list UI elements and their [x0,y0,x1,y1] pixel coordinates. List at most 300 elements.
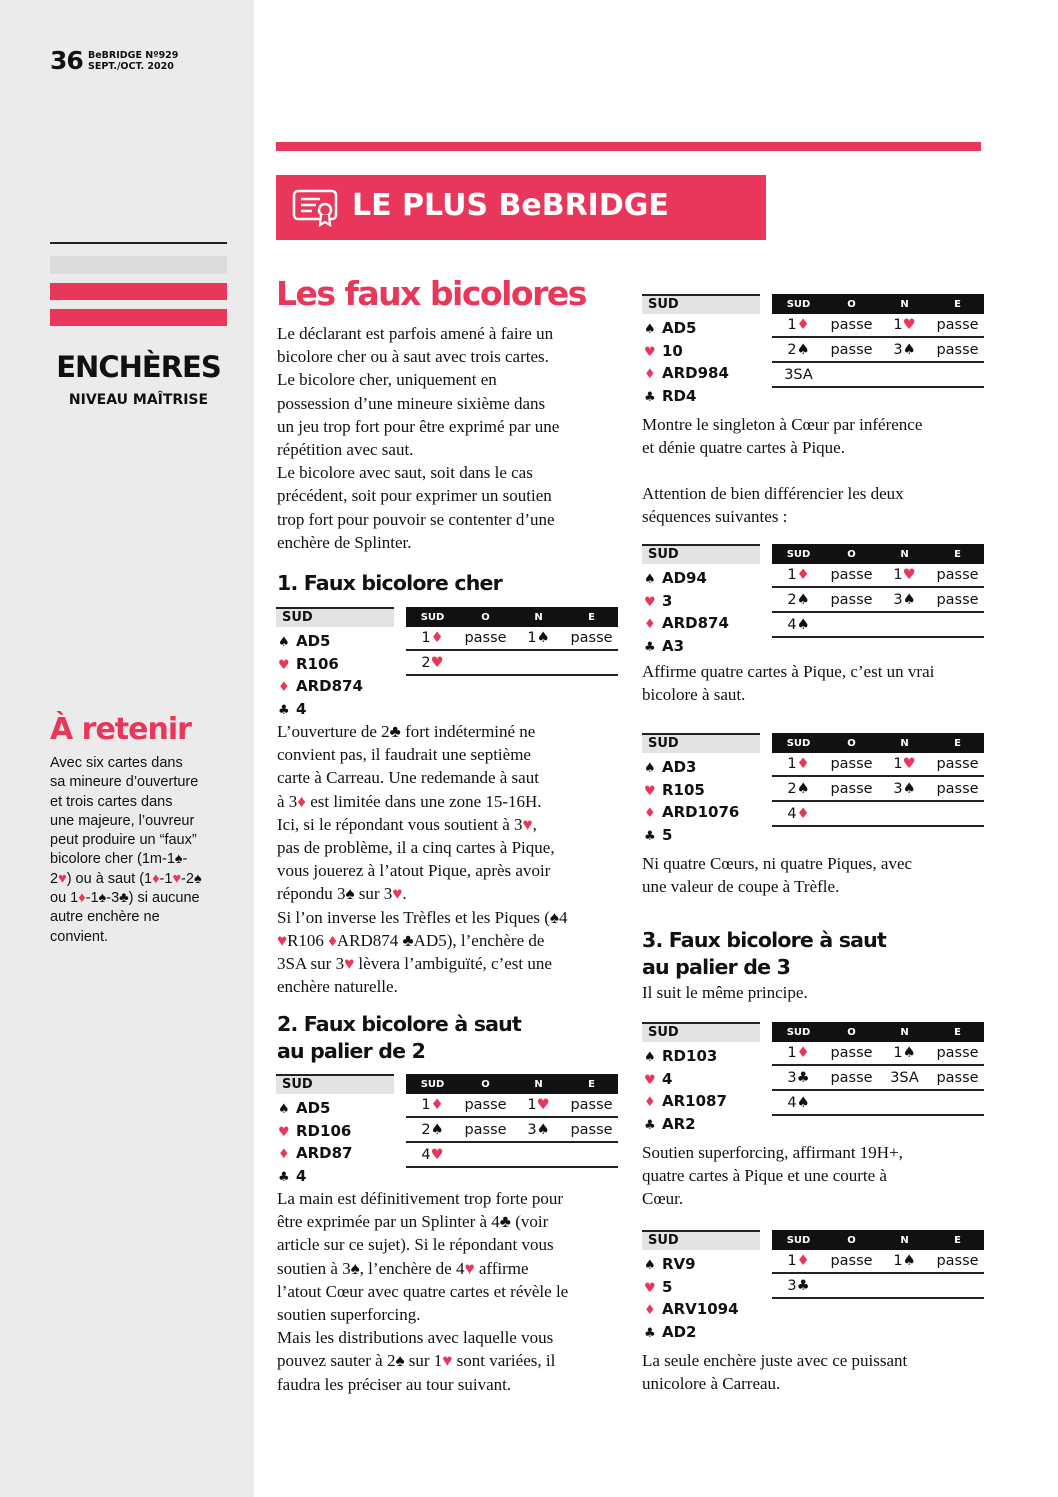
bid: 3SA [890,1070,919,1086]
hand-suit-row [644,613,729,636]
heart-icon: ♥ [442,1351,453,1371]
bid: 1♦ [787,1045,810,1061]
hand [644,757,739,847]
hand [644,1254,739,1344]
text-line: soutien superforcing. [277,1305,421,1325]
diamond-icon: ♦ [297,791,306,811]
heart-icon: ♥ [172,870,182,887]
bidding-header [772,1230,984,1250]
bid: 4♦ [787,806,810,822]
bidding-row [772,778,984,802]
bidding-header [772,1022,984,1042]
bid: passe [830,1070,873,1086]
sidebar-red-band [50,309,227,326]
hand-cards: AR2 [662,1114,696,1133]
text-line: carte à Carreau. Une redemande à saut [277,768,539,788]
bid: passe [936,781,979,797]
bid: 2♠ [421,1122,444,1138]
hand [644,1046,727,1136]
hand-suit-row [278,631,363,654]
page-number: 36 [50,46,83,75]
bid: 1♦ [787,1253,810,1269]
retenir-title: À retenir [50,712,191,747]
retenir-line: Avec six cartes dans [50,755,183,771]
hand-cards: 4 [662,1069,673,1088]
text-line: Le bicolore cher, uniquement en [277,370,497,390]
retenir-line: et trois cartes dans [50,793,173,810]
bid: passe [936,1253,979,1269]
bid: 2♥ [421,655,444,671]
club-icon: ♣ [278,702,290,718]
bidding-col-n: N [900,549,909,560]
hand-cards: ARD874 [662,614,729,632]
hand-suit-row [644,591,729,614]
bidding-row [772,564,984,588]
text-line: possession d’une mineure sixième dans [277,393,546,413]
bid: 3♠ [893,592,916,608]
diamond-icon: ♦ [644,806,656,821]
club-icon: ♣ [644,1117,656,1133]
text-line: pouvez sauter à 2♠ sur 1♥ sont variées, il [277,1351,556,1371]
deal-5 [642,733,984,843]
bidding-row [772,1067,984,1091]
bidding-col-o: O [481,1079,490,1090]
heart-icon: ♥ [277,930,288,950]
deal-3-comment [642,413,982,459]
bidding-col-e: E [588,612,595,623]
bidding-col-sud: SUD [786,738,811,749]
bid: passe [936,592,979,608]
text-line: une valeur de coupe à Trèfle. [642,877,840,897]
deal-6-comment [642,1141,982,1211]
section-2-title [277,1011,521,1065]
sud-label: SUD [642,733,760,753]
bidding-row [406,1144,618,1168]
hand-suit-row [644,1254,739,1277]
club-icon: ♣ [278,1169,290,1185]
bid: passe [464,1122,507,1138]
bidding-col-o: O [481,612,490,623]
hand-cards: 4 [296,1166,307,1185]
sud-label: SUD [642,1022,760,1042]
hand-cards: R106 [296,654,339,673]
deal-5-comment [642,852,982,898]
hand [278,1098,352,1188]
bid: passe [936,1045,979,1061]
retenir-line: une majeure, l’ouvreur [50,812,195,829]
diamond-icon: ♦ [796,756,810,772]
club-icon: ♣ [644,389,656,405]
bid: 2♠ [787,342,810,358]
hand-suit-row [644,825,739,848]
text-line: trop fort pour pouvoir se contenter d’une [277,509,555,529]
heart-icon: ♥ [278,657,290,673]
bid: passe [830,756,873,772]
text-line: un jeu trop fort pour être exprimé par une [277,416,560,436]
bidding-header [406,1074,618,1094]
bidding-col-n: N [534,1079,543,1090]
hand-cards: ARD87 [296,1144,353,1162]
heart-icon: ♥ [278,1124,290,1140]
sud-label: SUD [276,607,394,627]
top-accent-bar [276,142,981,151]
bid: 3♠ [893,342,916,358]
club-icon: ♣ [644,828,656,844]
sud-label: SUD [642,544,760,564]
bid: 3♣ [787,1278,810,1294]
bidding-row [406,627,618,651]
bidding-row [772,1275,984,1299]
banner-title: LE PLUS BeBRIDGE [352,188,669,223]
heart-icon: ♥ [392,884,403,904]
spade-icon: ♠ [278,635,290,650]
text-line: La seule enchère juste avec ce puissant [642,1351,908,1370]
hand-suit-row [278,676,363,699]
diamond-icon: ♦ [430,630,444,646]
heart-icon: ♥ [464,1258,475,1278]
bidding-col-sud: SUD [786,299,811,310]
bid: 1♠ [527,630,550,646]
heart-icon: ♥ [58,870,67,887]
hand-cards: RD106 [296,1121,352,1140]
deal-3 [642,294,984,404]
bid: passe [830,592,873,608]
hand-cards: AD5 [662,319,697,337]
bid: 1♠ [893,1045,916,1061]
certificate-icon [292,189,338,227]
bidding-col-n: N [900,738,909,749]
bid: passe [830,342,873,358]
bid: passe [830,1253,873,1269]
bidding-col-n: N [900,1027,909,1038]
hand-suit-row [644,363,729,386]
magazine-name: BeBRIDGE Nº929 [88,50,179,61]
spade-icon: ♠ [644,1258,656,1273]
diamond-icon: ♦ [644,1303,656,1318]
deal-4 [642,544,984,654]
retenir-line: sa mineure d’ouverture [50,774,199,791]
text-line: répondu 3♠ sur 3♥. [277,884,407,904]
retenir-line: peut produire un “faux” [50,832,197,849]
bidding-col-o: O [847,299,856,310]
heart-icon: ♥ [902,317,916,333]
text-line: l’atout Cœur avec quatre cartes et révèle le [277,1281,569,1301]
bid: passe [464,1097,507,1113]
text-line: article sur ce sujet). Si le répondant vous [277,1235,554,1255]
hand-cards: AD5 [296,632,331,650]
text-line: et dénie quatre cartes à Pique. [642,438,845,458]
bid: 3♠ [527,1122,550,1138]
bidding-row [772,364,984,388]
hand-cards: RV9 [662,1255,696,1273]
text-line: La main est définitivement trop forte pour [277,1189,564,1208]
issue-date: SEPT./OCT. 2020 [88,61,174,72]
bidding-row [772,1042,984,1066]
hand-suit-row [278,1121,352,1144]
title-line: 3. Faux bicolore à saut [642,928,886,952]
bid: 1♦ [787,756,810,772]
hand-suit-row [644,780,739,803]
bid: passe [570,630,613,646]
text-line: convient pas, il faudrait une septième [277,745,531,765]
hand-suit-row [644,1277,739,1300]
hand-suit-row [644,341,729,364]
hand-cards: RD4 [662,386,697,405]
bid: passe [936,567,979,583]
sidebar-grey-band [50,256,227,274]
hand-suit-row [644,1046,727,1069]
bidding-col-sud: SUD [420,1079,445,1090]
hand-cards: 3 [662,591,673,610]
bidding-row [772,753,984,777]
text-line: ♥R106 ♦ARD874 ♣AD5), l’enchère de [277,930,545,950]
heart-icon: ♥ [344,954,355,974]
section-subtitle: NIVEAU MAÎTRISE [68,392,209,408]
heart-icon: ♥ [430,1147,444,1163]
bidding-col-sud: SUD [786,549,811,560]
text-line: répétition avec saut. [277,440,414,460]
bidding-row [772,803,984,827]
heart-icon: ♥ [644,344,656,360]
bid: 1♥ [893,317,916,333]
text-line: Si l’on inverse les Trèfles et les Piques (♠4 [277,907,568,927]
bid: 1♦ [787,317,810,333]
bidding-row [772,589,984,613]
hand-cards: ARD984 [662,364,729,382]
bidding-row [406,652,618,676]
diamond-icon: ♦ [796,567,810,583]
bidding-row [772,1092,984,1116]
hand-cards: RD103 [662,1047,718,1065]
diamond-icon: ♦ [796,806,810,822]
deal-1 [276,607,618,717]
title-line: au palier de 3 [642,955,791,979]
bidding-col-sud: SUD [420,612,445,623]
bidding-row [772,339,984,363]
text-line: quatre cartes à Pique et une courte à [642,1166,887,1186]
text-line: Le déclarant est parfois amené à faire un [277,324,554,343]
hand-cards: R105 [662,780,705,799]
hand [644,568,729,658]
text-line: L’ouverture de 2♣ fort indéterminé ne [277,722,536,741]
bid: 1♥ [893,756,916,772]
hand-suit-row [278,1143,352,1166]
text-line: Ici, si le répondant vous soutient à 3♥, [277,814,537,834]
hand-suit-row [644,318,729,341]
bid: 3♣ [787,1070,810,1086]
bid: passe [830,781,873,797]
bidding-col-e: E [954,299,961,310]
bidding-col-sud: SUD [786,1235,811,1246]
text-line: Le bicolore avec saut, soit dans le cas [277,463,533,483]
hand-cards: AD94 [662,569,707,587]
heart-icon: ♥ [644,783,656,799]
retenir-body [50,754,228,947]
bidding-col-n: N [900,1235,909,1246]
retenir-line: 2♥) ou à saut (1♦-1♥-2♠ [50,870,202,887]
hand-cards: A3 [662,636,685,655]
bid: passe [570,1122,613,1138]
heart-icon: ♥ [644,1072,656,1088]
bidding-col-e: E [954,1027,961,1038]
bid: 4♠ [787,1095,810,1111]
retenir-line: ou 1♦-1♠-3♣) si aucune [50,890,200,907]
diamond-icon: ♦ [278,680,290,695]
text-line: Mais les distributions avec laquelle vous [277,1328,554,1348]
deal-7 [642,1230,984,1340]
diamond-icon: ♦ [644,617,656,632]
bidding-row [772,314,984,338]
text-line: unicolore à Carreau. [642,1374,781,1394]
bidding-header [772,733,984,753]
diamond-icon: ♦ [328,930,337,950]
hand-suit-row [644,636,729,659]
diamond-icon: ♦ [796,1253,810,1269]
deal-2 [276,1074,618,1184]
heart-icon: ♥ [522,814,533,834]
spade-icon: ♠ [278,1102,290,1117]
hand-suit-row [278,1166,352,1189]
bidding-header [772,294,984,314]
hand-cards: ARV1094 [662,1300,739,1318]
bid: 3♠ [893,781,916,797]
bid: passe [936,342,979,358]
hand-cards: AD2 [662,1322,697,1341]
bid: 1♠ [893,1253,916,1269]
bidding-col-e: E [954,549,961,560]
hand-suit-row [644,568,729,591]
text-line: Attention de bien différencier les deux [642,484,904,503]
sidebar-divider [50,242,227,244]
issue-info [88,50,178,72]
text-line: 3SA sur 3♥ lèvera l’ambiguïté, c’est une [277,954,552,974]
hand-cards: 10 [662,341,683,360]
bid: 4♠ [787,617,810,633]
bid: passe [570,1097,613,1113]
spade-icon: ♠ [644,761,656,776]
retenir-line: convient. [50,928,109,945]
heart-icon: ♥ [902,756,916,772]
text-line: vous jouerez à l’atout Pique, après avoir [277,861,551,881]
sud-label: SUD [276,1074,394,1094]
bid: passe [936,317,979,333]
hand [278,631,363,721]
bidding-col-o: O [847,549,856,560]
diamond-icon: ♦ [644,1095,656,1110]
text-line: Cœur. [642,1189,684,1209]
hand-suit-row [644,1299,739,1322]
heart-icon: ♥ [644,594,656,610]
deal-7-comment [642,1349,982,1395]
sidebar [0,0,254,1497]
spade-icon: ♠ [644,572,656,587]
diamond-icon: ♦ [796,1045,810,1061]
bid: passe [936,1070,979,1086]
section-3-intro: Il suit le même principe. [642,983,808,1002]
text-line: pas de problème, il a cinq cartes à Pique, [277,838,555,858]
bidding-col-sud: SUD [786,1027,811,1038]
hand-suit-row [278,654,363,677]
spade-icon: ♠ [644,322,656,337]
hand-suit-row [278,1098,352,1121]
diamond-icon: ♦ [152,870,160,887]
bidding-row [772,614,984,638]
bidding-row [772,1250,984,1274]
diamond-icon: ♦ [430,1097,444,1113]
retenir-line: bicolore cher (1m-1♠- [50,851,188,868]
hand-cards: AD3 [662,758,697,776]
retenir-line: autre enchère ne [50,909,160,926]
section-title: ENCHÈRES [56,350,221,384]
diamond-icon: ♦ [796,317,810,333]
text-line: Ni quatre Cœurs, ni quatre Piques, avec [642,854,913,873]
hand-cards: 5 [662,1277,673,1296]
bidding-col-n: N [534,612,543,623]
text-line: bicolore cher ou à saut avec trois cartes. [277,347,549,367]
hand-cards: ARD874 [296,677,363,695]
diamond-icon: ♦ [278,1147,290,1162]
bidding-col-e: E [954,1235,961,1246]
section-1-paragraph [277,720,622,998]
sud-label: SUD [642,294,760,314]
hand [644,318,729,408]
hand-suit-row [644,386,729,409]
bid: 1♦ [421,1097,444,1113]
text-line: bicolore à saut. [642,685,746,705]
bid: 1♥ [527,1097,550,1113]
text-line: faudra les préciser au tour suivant. [277,1374,512,1394]
hand-cards: AD5 [296,1099,331,1117]
diamond-icon: ♦ [644,367,656,382]
text-line: à 3♦ est limitée dans une zone 15-16H. [277,791,542,811]
bid: 2♠ [787,781,810,797]
text-line: Affirme quatre cartes à Pique, c’est un vrai [642,662,935,681]
hand-cards: 4 [296,699,307,718]
bid: 2♠ [787,592,810,608]
heart-icon: ♥ [644,1280,656,1296]
bid: 1♦ [421,630,444,646]
text-line: Montre le singleton à Cœur par inférence [642,415,923,434]
hand-suit-row [644,1069,727,1092]
spade-icon: ♠ [644,1050,656,1065]
comparison-intro [642,482,982,528]
bidding-col-o: O [847,738,856,749]
club-icon: ♣ [644,1325,656,1341]
bidding-col-e: E [588,1079,595,1090]
text-line: soutien à 3♠, l’enchère de 4♥ affirme [277,1258,529,1278]
title-line: au palier de 2 [277,1039,426,1063]
heart-icon: ♥ [536,1097,550,1113]
bid: 1♥ [893,567,916,583]
section-3-title [642,927,886,981]
text-line: enchère naturelle. [277,977,398,997]
bid: passe [830,1045,873,1061]
bidding-col-n: N [900,299,909,310]
bid: 3SA [784,367,813,383]
intro-paragraph [277,322,622,554]
hand-suit-row [278,699,363,722]
bid: passe [936,756,979,772]
bid: passe [830,567,873,583]
title-line: 2. Faux bicolore à saut [277,1012,521,1036]
banner [276,175,766,240]
bidding-header [406,607,618,627]
bid: 1♦ [787,567,810,583]
section-2-paragraph [277,1187,622,1396]
bid: passe [464,630,507,646]
heart-icon: ♥ [902,567,916,583]
bid: 4♥ [421,1147,444,1163]
